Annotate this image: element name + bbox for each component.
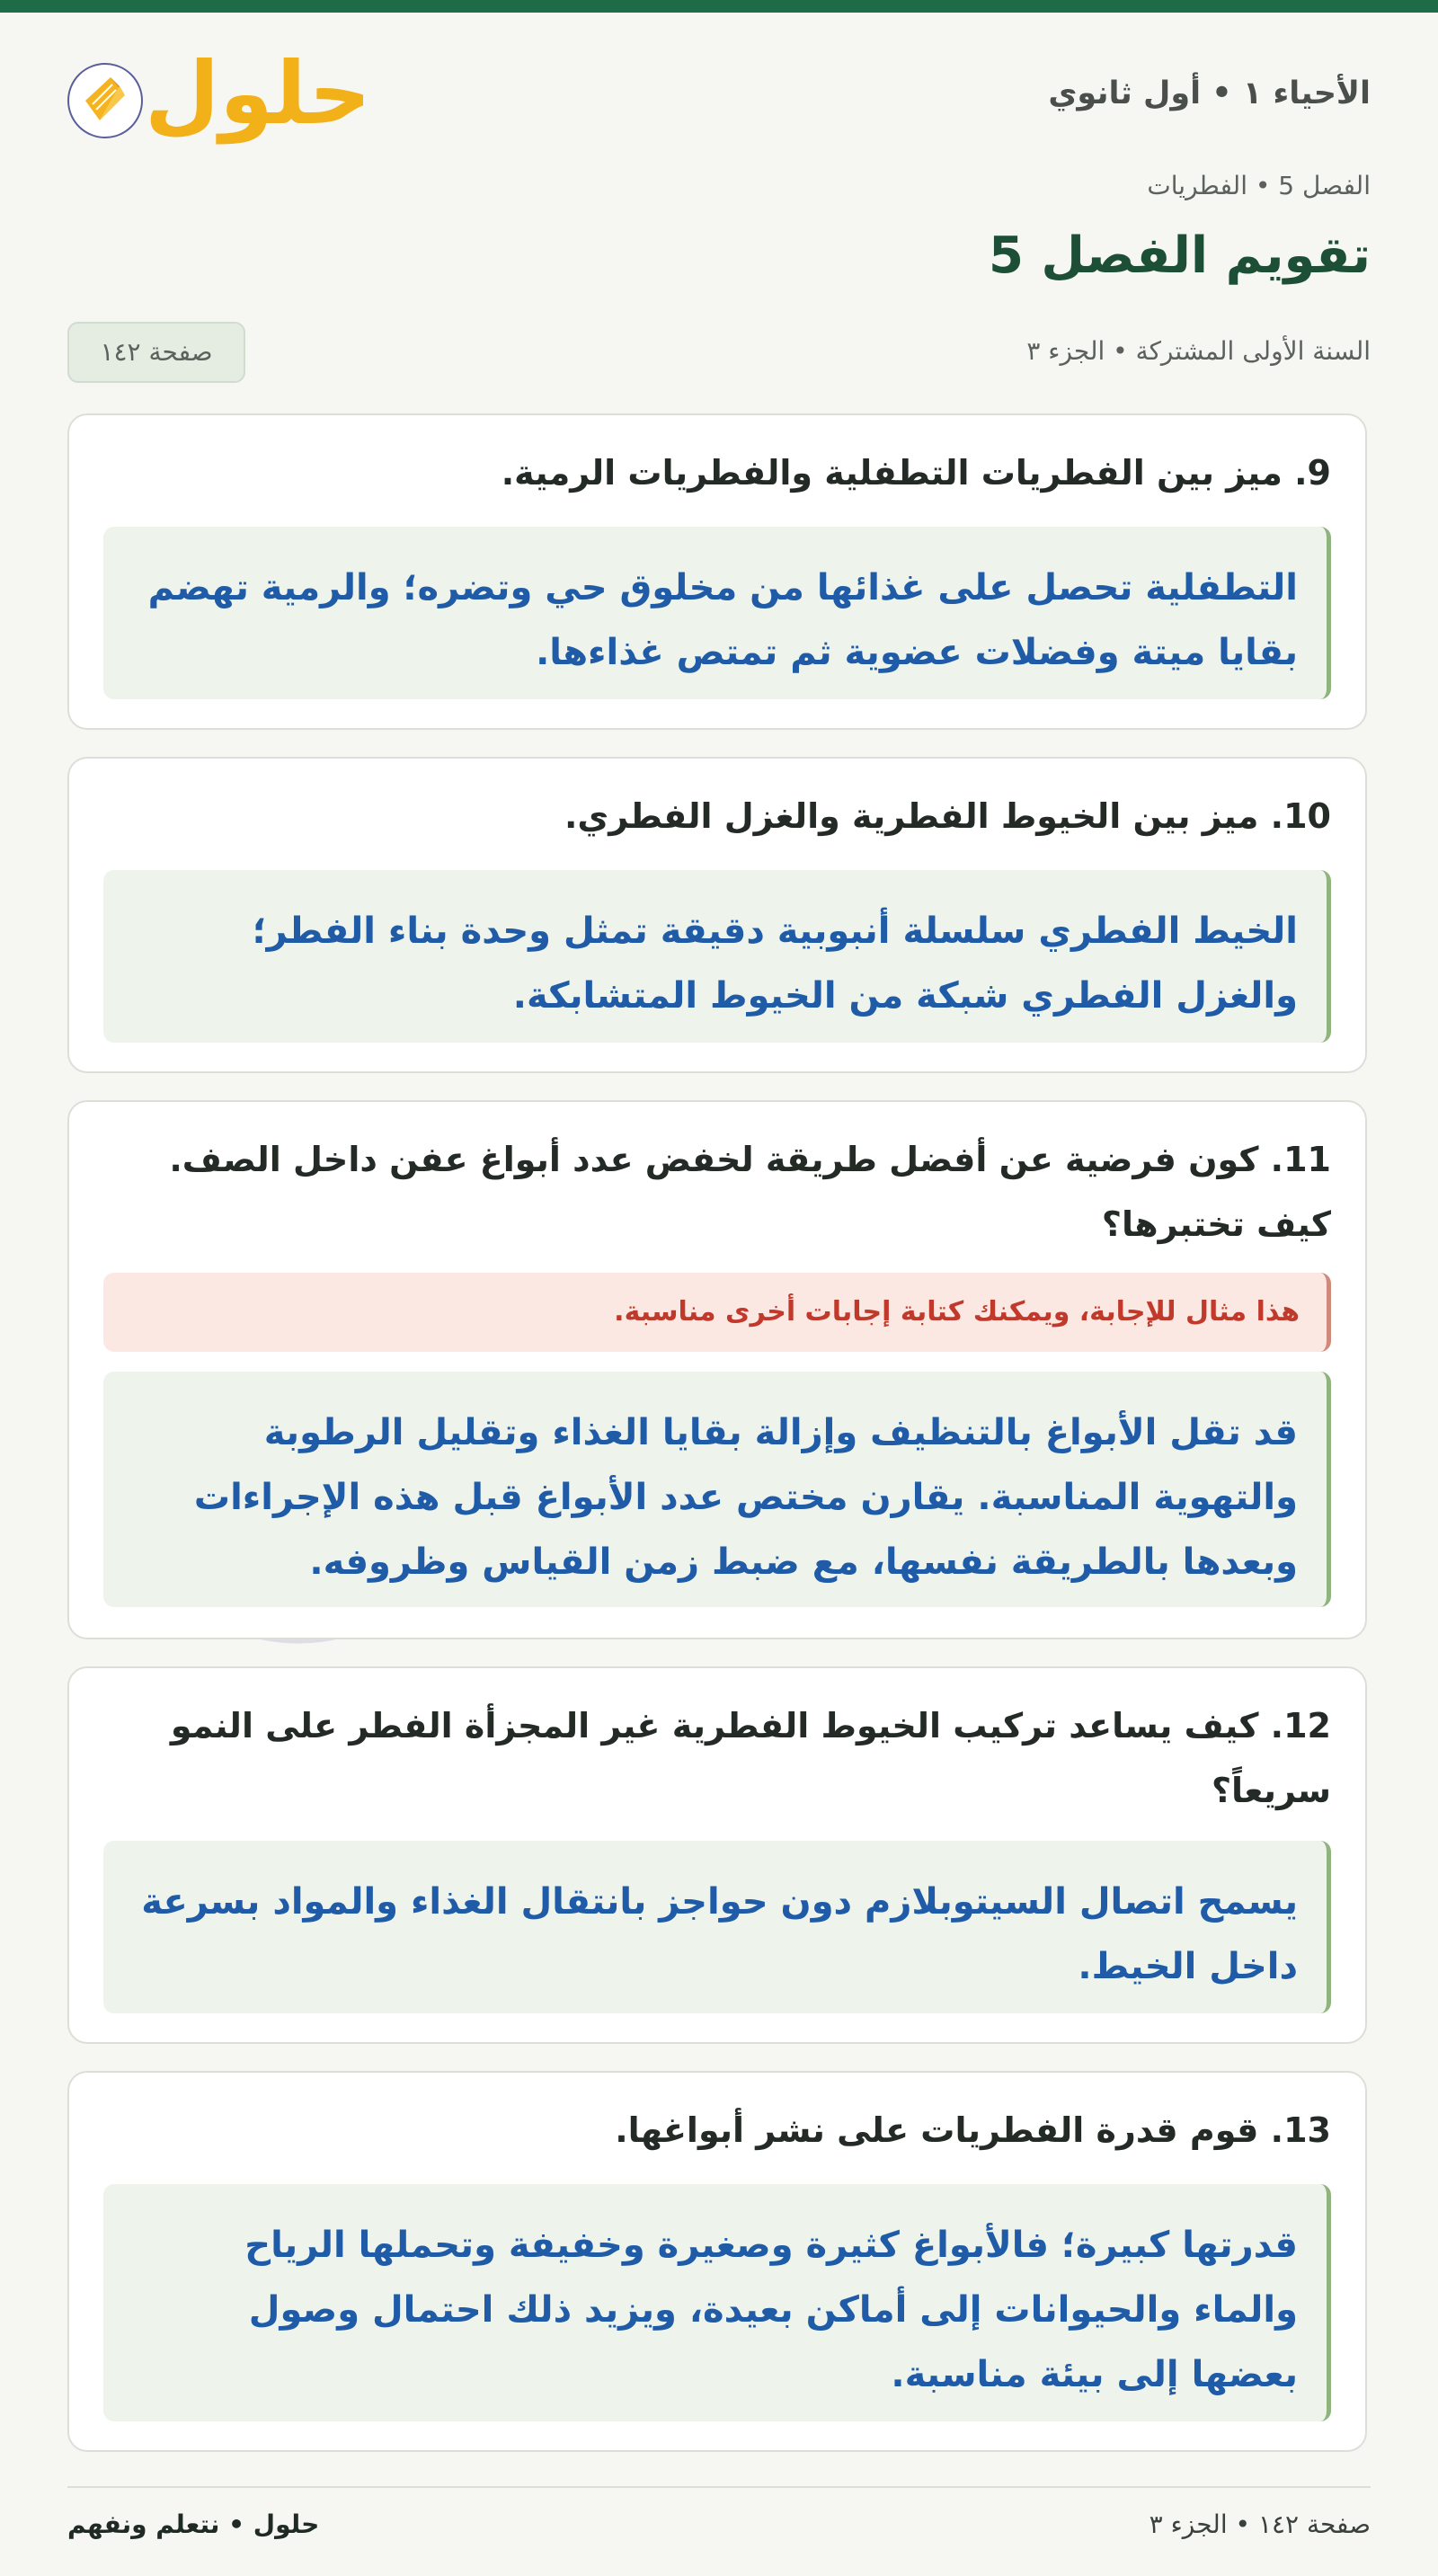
breadcrumb: الفصل 5 • الفطريات xyxy=(1147,171,1371,200)
site-logo[interactable] xyxy=(67,43,371,147)
question-card-13 xyxy=(67,2071,1367,2452)
question-card-11 xyxy=(67,1100,1367,1639)
answer-box: يسمح اتصال السيتوبلازم دون حواجز بانتقال الغذاء والمواد بسرعة داخل الخيط. xyxy=(103,1841,1331,2013)
answer-box: الخيط الفطري سلسلة أنبوبية دقيقة تمثل وحدة بناء الفطر؛ والغزل الفطري شبكة من الخيوط المتشابكة. xyxy=(103,870,1331,1043)
logo-wordmark: حلول xyxy=(145,43,371,144)
meta-row xyxy=(67,322,1371,381)
answer-box: قد تقل الأبواغ بالتنظيف وإزالة بقايا الغذاء وتقليل الرطوبة والتهوية المناسبة. يقارن مختص عدد الأبواغ قبل هذه الإجراءات وبعدها بالطريقة نفسها، مع ضبط زمن القياس وظروفه. xyxy=(103,1372,1331,1607)
sample-answer-note: هذا مثال للإجابة، ويمكنك كتابة إجابات أخرى مناسبة. xyxy=(103,1273,1331,1352)
subject-label: الأحياء ١ • أول ثانوي xyxy=(1048,76,1371,111)
answer-box: قدرتها كبيرة؛ فالأبواغ كثيرة وصغيرة وخفيفة وتحملها الرياح والماء والحيوانات إلى أماكن بعيدة، ويزيد ذلك احتمال وصول بعضها إلى بيئة مناسبة. xyxy=(103,2184,1331,2421)
question-text: 10. ميز بين الخيوط الفطرية والغزل الفطري. xyxy=(564,796,1331,836)
question-text: 13. قوم قدرة الفطريات على نشر أبواغها. xyxy=(615,2110,1331,2150)
page-header xyxy=(67,43,1371,147)
question-text: 9. ميز بين الفطريات التطفلية والفطريات الرمية. xyxy=(501,453,1331,493)
footer-brand: حلول • نتعلم ونفهم xyxy=(67,2509,320,2539)
question-text: 12. كيف يساعد تركيب الخيوط الفطرية غير المجزأة الفطر على النمو سريعاً؟ xyxy=(170,1706,1331,1810)
page-title: تقويم الفصل 5 xyxy=(988,227,1371,285)
footer-page-info: صفحة ١٤٢ • الجزء ٣ xyxy=(1149,2509,1371,2539)
footer-divider xyxy=(67,2486,1371,2488)
book-icon xyxy=(67,63,143,138)
question-card-9 xyxy=(67,413,1367,730)
top-accent-bar xyxy=(0,0,1438,13)
question-text: 11. كون فرضية عن أفضل طريقة لخفض عدد أبواغ عفن داخل الصف. كيف تختبرها؟ xyxy=(169,1140,1331,1244)
question-card-12 xyxy=(67,1666,1367,2044)
book-meta: السنة الأولى المشتركة • الجزء ٣ xyxy=(1026,336,1371,366)
page-number-badge: صفحة ١٤٢ xyxy=(67,322,245,383)
question-card-10 xyxy=(67,757,1367,1073)
answer-box: التطفلية تحصل على غذائها من مخلوق حي وتضره؛ والرمية تهضم بقايا ميتة وفضلات عضوية ثم تمتص غذاءها. xyxy=(103,527,1331,699)
